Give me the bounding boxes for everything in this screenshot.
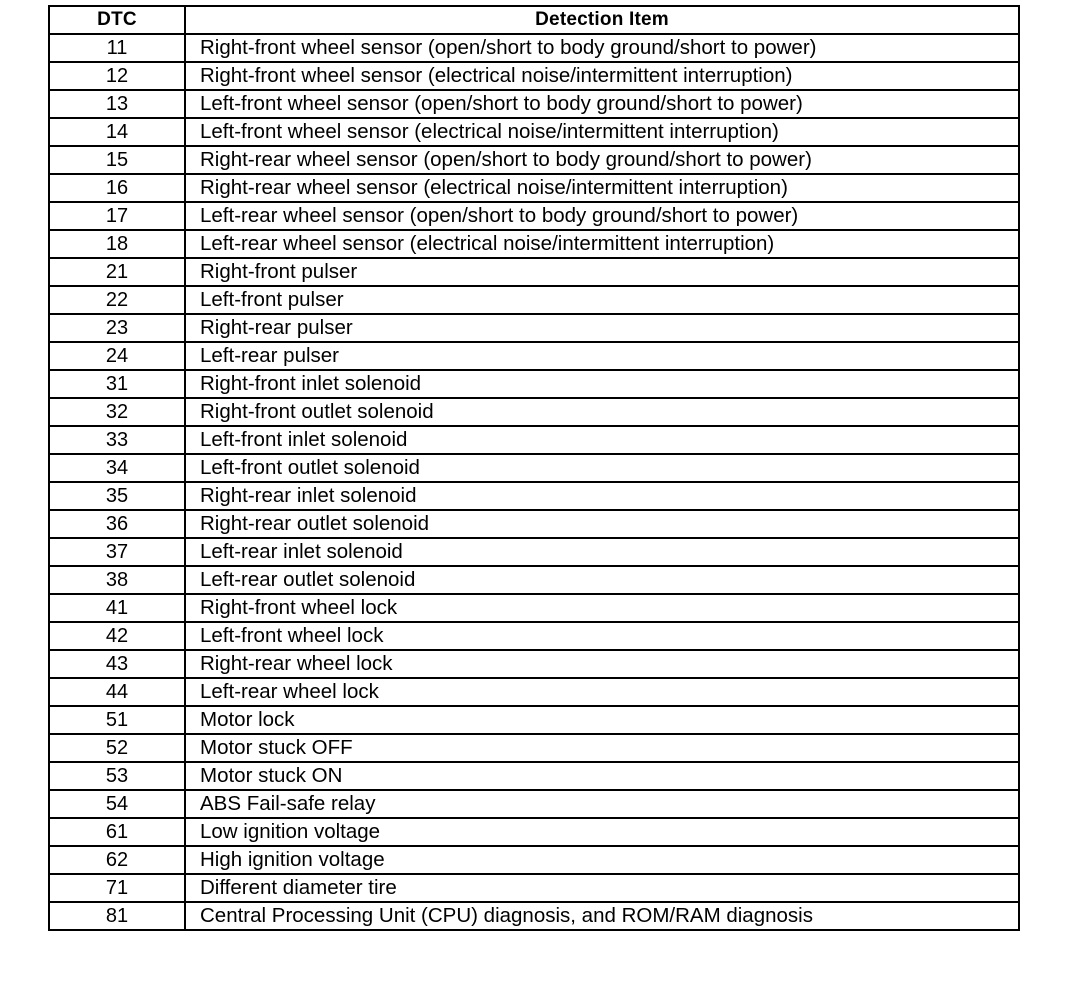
dtc-code-cell: 24 — [49, 342, 185, 370]
detection-item-cell: Right-front wheel lock — [185, 594, 1019, 622]
detection-item-cell: Right-front wheel sensor (electrical noise/intermittent interruption) — [185, 62, 1019, 90]
dtc-code-cell: 21 — [49, 258, 185, 286]
dtc-code-cell: 81 — [49, 902, 185, 930]
table-row — [49, 118, 1019, 146]
header-detection-item: Detection Item — [185, 6, 1019, 34]
dtc-code-cell: 41 — [49, 594, 185, 622]
dtc-code-cell: 13 — [49, 90, 185, 118]
dtc-code-cell: 62 — [49, 846, 185, 874]
header-row — [49, 6, 1019, 34]
table-row — [49, 874, 1019, 902]
detection-item-cell: Left-rear outlet solenoid — [185, 566, 1019, 594]
dtc-code-cell: 61 — [49, 818, 185, 846]
detection-item-cell: Left-front wheel lock — [185, 622, 1019, 650]
detection-item-cell: Right-rear wheel lock — [185, 650, 1019, 678]
detection-item-cell: Left-rear inlet solenoid — [185, 538, 1019, 566]
table-row — [49, 342, 1019, 370]
dtc-code-cell: 31 — [49, 370, 185, 398]
detection-item-cell: Right-front wheel sensor (open/short to body ground/short to power) — [185, 34, 1019, 62]
dtc-code-cell: 43 — [49, 650, 185, 678]
detection-item-cell: Right-rear inlet solenoid — [185, 482, 1019, 510]
dtc-table — [48, 5, 1020, 931]
table-row — [49, 34, 1019, 62]
dtc-code-cell: 52 — [49, 734, 185, 762]
detection-item-cell: Left-front pulser — [185, 286, 1019, 314]
table-row — [49, 678, 1019, 706]
dtc-code-cell: 35 — [49, 482, 185, 510]
table-row — [49, 706, 1019, 734]
detection-item-cell: Motor stuck OFF — [185, 734, 1019, 762]
detection-item-cell: Left-rear wheel sensor (open/short to body ground/short to power) — [185, 202, 1019, 230]
dtc-code-cell: 37 — [49, 538, 185, 566]
table-row — [49, 258, 1019, 286]
table-row — [49, 454, 1019, 482]
dtc-code-cell: 38 — [49, 566, 185, 594]
detection-item-cell: Motor stuck ON — [185, 762, 1019, 790]
table-row — [49, 482, 1019, 510]
table-row — [49, 398, 1019, 426]
table-row — [49, 202, 1019, 230]
dtc-code-cell: 71 — [49, 874, 185, 902]
table-row — [49, 426, 1019, 454]
table-row — [49, 594, 1019, 622]
table-row — [49, 510, 1019, 538]
detection-item-cell: Right-rear outlet solenoid — [185, 510, 1019, 538]
table-row — [49, 174, 1019, 202]
dtc-code-cell: 44 — [49, 678, 185, 706]
dtc-code-cell: 12 — [49, 62, 185, 90]
dtc-code-cell: 42 — [49, 622, 185, 650]
detection-item-cell: Central Processing Unit (CPU) diagnosis, and ROM/RAM diagnosis — [185, 902, 1019, 930]
detection-item-cell: Right-rear wheel sensor (open/short to body ground/short to power) — [185, 146, 1019, 174]
detection-item-cell: Right-rear wheel sensor (electrical noise/intermittent interruption) — [185, 174, 1019, 202]
detection-item-cell: Left-rear wheel sensor (electrical noise/intermittent interruption) — [185, 230, 1019, 258]
table-row — [49, 650, 1019, 678]
dtc-code-cell: 23 — [49, 314, 185, 342]
detection-item-cell: High ignition voltage — [185, 846, 1019, 874]
table-row — [49, 902, 1019, 930]
header-dtc: DTC — [49, 6, 185, 34]
detection-item-cell: Motor lock — [185, 706, 1019, 734]
table-row — [49, 566, 1019, 594]
dtc-code-cell: 33 — [49, 426, 185, 454]
table-row — [49, 90, 1019, 118]
detection-item-cell: Right-rear pulser — [185, 314, 1019, 342]
dtc-code-cell: 32 — [49, 398, 185, 426]
table-row — [49, 62, 1019, 90]
dtc-code-cell: 22 — [49, 286, 185, 314]
detection-item-cell: Left-rear pulser — [185, 342, 1019, 370]
table-row — [49, 370, 1019, 398]
table-row — [49, 314, 1019, 342]
dtc-code-cell: 16 — [49, 174, 185, 202]
detection-item-cell: Right-front inlet solenoid — [185, 370, 1019, 398]
detection-item-cell: Low ignition voltage — [185, 818, 1019, 846]
table-row — [49, 846, 1019, 874]
table-row — [49, 146, 1019, 174]
detection-item-cell: ABS Fail-safe relay — [185, 790, 1019, 818]
dtc-code-cell: 51 — [49, 706, 185, 734]
table-body — [49, 34, 1019, 930]
table-row — [49, 622, 1019, 650]
table-row — [49, 230, 1019, 258]
table-row — [49, 286, 1019, 314]
dtc-code-cell: 15 — [49, 146, 185, 174]
detection-item-cell: Left-front inlet solenoid — [185, 426, 1019, 454]
detection-item-cell: Right-front pulser — [185, 258, 1019, 286]
table-row — [49, 818, 1019, 846]
dtc-code-cell: 53 — [49, 762, 185, 790]
dtc-code-cell: 17 — [49, 202, 185, 230]
detection-item-cell: Left-front wheel sensor (open/short to body ground/short to power) — [185, 90, 1019, 118]
detection-item-cell: Different diameter tire — [185, 874, 1019, 902]
detection-item-cell: Left-front wheel sensor (electrical noise/intermittent interruption) — [185, 118, 1019, 146]
table-row — [49, 790, 1019, 818]
dtc-code-cell: 18 — [49, 230, 185, 258]
dtc-code-cell: 34 — [49, 454, 185, 482]
dtc-code-cell: 11 — [49, 34, 185, 62]
table-row — [49, 538, 1019, 566]
detection-item-cell: Left-rear wheel lock — [185, 678, 1019, 706]
detection-item-cell: Right-front outlet solenoid — [185, 398, 1019, 426]
table-header — [49, 6, 1019, 34]
detection-item-cell: Left-front outlet solenoid — [185, 454, 1019, 482]
table-row — [49, 734, 1019, 762]
dtc-code-cell: 36 — [49, 510, 185, 538]
dtc-code-cell: 14 — [49, 118, 185, 146]
table-row — [49, 762, 1019, 790]
dtc-code-cell: 54 — [49, 790, 185, 818]
